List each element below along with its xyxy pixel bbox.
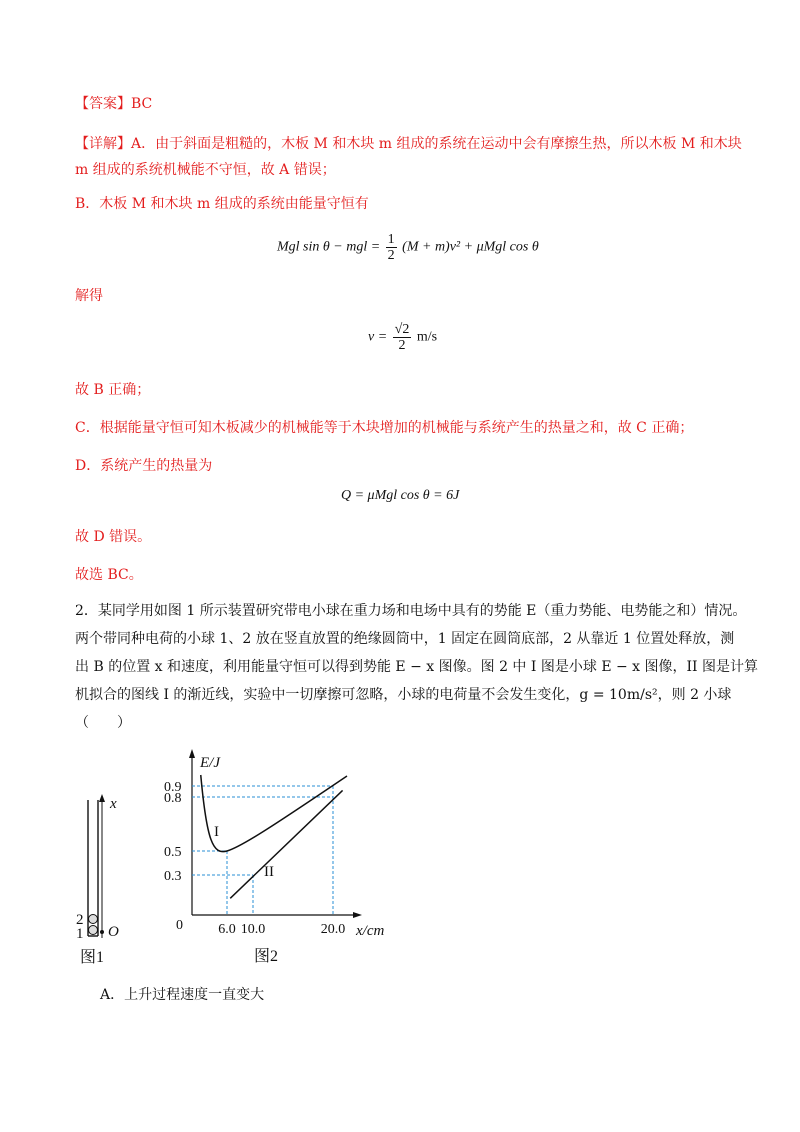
question-line-3: 出 B 的位置 x 和速度，利用能量守恒可以得到势能 E − x 图像。图 2 中 I 图是小球 E − x 图像，II 图是计算: [75, 659, 759, 675]
y-axis-arrow-icon: [189, 749, 195, 758]
x-tick-label: 20.0: [320, 922, 346, 937]
detail-line-5: 故 B 正确；: [75, 382, 151, 398]
y-axis-label: E/J: [200, 755, 220, 771]
detail-line-9: 故选 BC。: [75, 567, 143, 583]
y-tick-label-0: 0: [176, 918, 183, 933]
formula3-text: Q = μMgl cos θ = 6J: [341, 488, 460, 503]
formula1-frac-den: 2: [387, 248, 395, 263]
formula1-fraction: [386, 232, 397, 263]
y-tick-label: 0.9: [164, 780, 182, 795]
option-a[interactable]: A．上升过程速度一直变大: [100, 987, 265, 1003]
curve-I-label: I: [214, 824, 219, 840]
formula-velocity: [368, 322, 437, 353]
detail-line-1: 【详解】A．由于斜面是粗糙的，木板 M 和木块 m 组成的系统在运动中会有摩擦生热，所以木板 M 和木块: [75, 136, 742, 152]
detail-line-3: B．木板 M 和木块 m 组成的系统由能量守恒有: [75, 196, 369, 212]
formula-energy-conservation: [277, 232, 539, 263]
curve-II: [230, 790, 342, 898]
y-tick-label: 0.5: [164, 845, 182, 860]
ball-1-label: 1: [76, 926, 84, 942]
figure1-tube-diagram: [70, 790, 150, 970]
question-line-1: 2．某同学用如图 1 所示装置研究带电小球在重力场和电场中具有的势能 E（重力势能、电势能之和）情况。: [75, 603, 747, 619]
question-line-5: （ ）: [75, 715, 131, 731]
answer-line: [75, 94, 152, 114]
dashed-guides: [192, 786, 333, 915]
answer-label: 【答案】: [75, 96, 131, 112]
detail-line-8: 故 D 错误。: [75, 529, 152, 545]
formula1-lhs: Mgl sin θ − mgl =: [277, 239, 381, 255]
ball-1: [89, 926, 98, 935]
formula1-rhs: (M + m)v² + μMgl cos θ: [402, 239, 539, 255]
formula2-frac-num: √2: [394, 322, 410, 337]
formula2-frac-den: 2: [398, 338, 406, 353]
origin-dot: [100, 930, 104, 934]
tick-labels: [164, 780, 345, 937]
y-tick-label: 0.3: [164, 869, 182, 884]
question-line-4: 机拟合的图线 I 的渐近线，实验中一切摩擦可忽略，小球的电荷量不会发生变化，g = 10m/s²，则 2 小球: [75, 687, 732, 703]
detail-line-4: 解得: [75, 288, 103, 304]
answer-value: BC: [131, 96, 153, 112]
x-tick-label: 10.0: [240, 922, 266, 937]
detail-line-2: m 组成的系统机械能不守恒，故 A 错误；: [75, 162, 336, 178]
x-axis-arrow-icon: [99, 794, 105, 802]
figure1-caption: 图1: [80, 949, 105, 966]
question-line-2: 两个带同种电荷的小球 1、2 放在竖直放置的绝缘圆筒中，1 固定在圆筒底部，2 从靠近 1 位置处释放，测: [75, 631, 735, 647]
formula1-frac-num: 1: [387, 232, 395, 247]
x-tick-label: 6.0: [218, 922, 236, 937]
formula2-lhs: v =: [368, 329, 388, 345]
x-axis-label: x/cm: [356, 923, 385, 939]
ball-2: [89, 915, 98, 924]
y-tick-label: 0.8: [164, 791, 182, 806]
detail-line-6: C．根据能量守恒可知木板减少的机械能等于木块增加的机械能与系统产生的热量之和，故 C 正确；: [75, 420, 694, 436]
formula2-rhs: m/s: [416, 329, 438, 345]
x-axis-arrow-icon: [353, 912, 362, 918]
figure2-energy-chart: [150, 745, 400, 970]
formula2-fraction: [393, 322, 412, 353]
ball-2-label: 2: [76, 912, 84, 928]
formula-heat: [341, 488, 459, 504]
origin-label: O: [108, 924, 119, 940]
curve-II-label: II: [264, 864, 274, 880]
detail-line-7: D．系统产生的热量为: [75, 458, 213, 474]
figure2-caption: 图2: [254, 948, 279, 965]
x-axis-label: x: [110, 796, 117, 812]
